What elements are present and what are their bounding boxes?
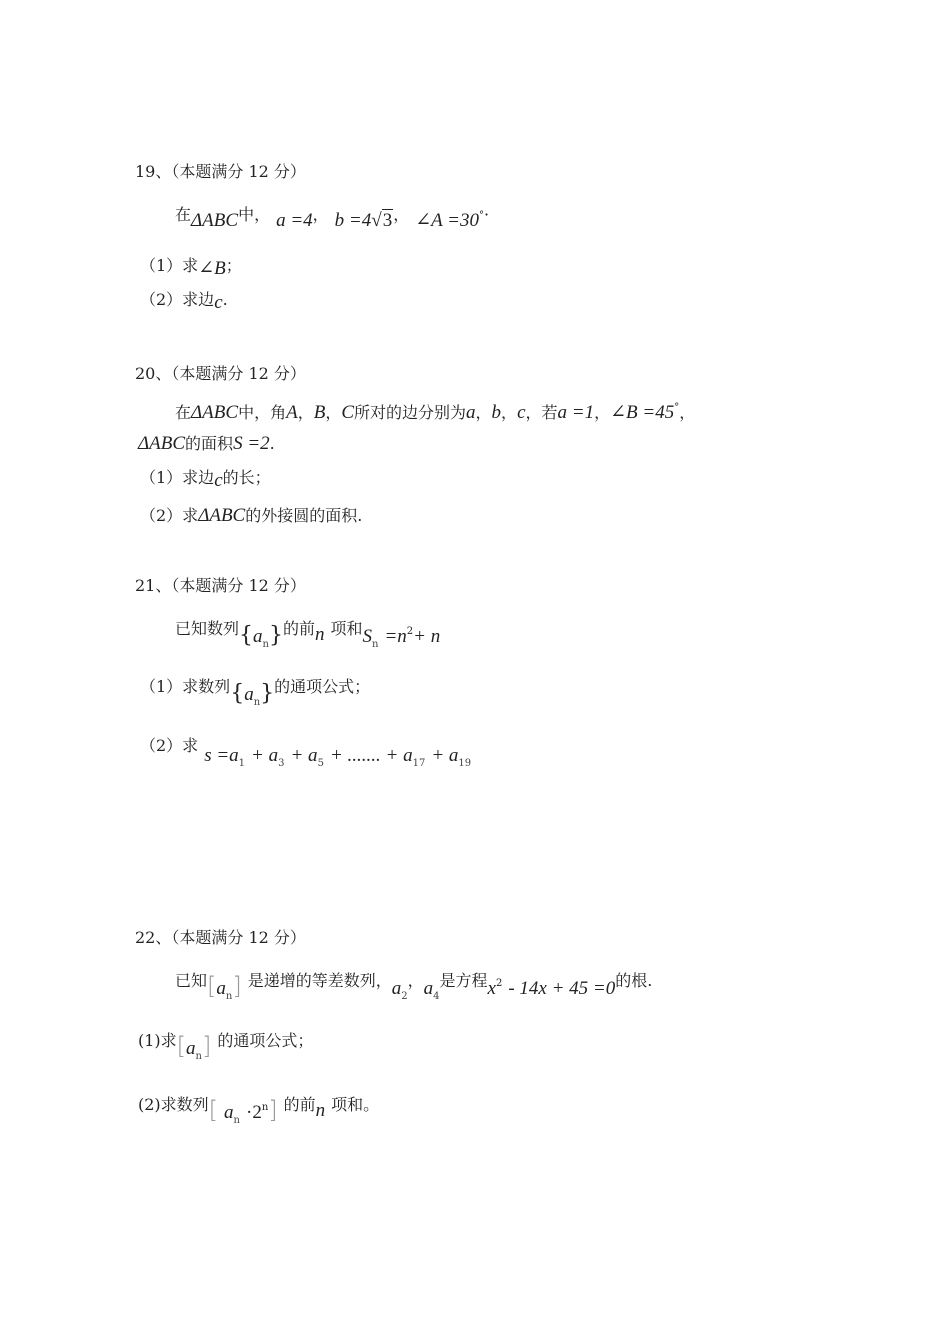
q21-statement: 已知数列$\{a_n\}$的前n 项和$S_n =n^2+ n$ [175, 619, 441, 650]
q22-part2: (2)求数列[ $a_n \cdot 2^n$] 的前n 项和。 [138, 1095, 380, 1126]
q19-part2: （2）求边c. [140, 290, 228, 313]
q20-part1: （1）求边c的长； [140, 468, 271, 491]
q20-statement-line1: 在ΔABC中，角A，B，C所对的边分别为a，b，c，若a =1，∠B =45°， [175, 402, 696, 423]
q19-header: 19、（本题满分 12 分） [135, 162, 306, 181]
q22-part1: (1)求$[a_n]$ 的通项公式； [138, 1031, 314, 1062]
q21-part2: （2）求 $s =a_1 + a_3 + a_5$ + ....... + $a_{17} + a_{19}$ [140, 736, 472, 769]
q21-part1: （1）求数列$\{a_n\}$的通项公式； [140, 677, 371, 708]
q19-part1: （1）求∠B； [140, 256, 242, 279]
q22-statement: 已知$[a_n]$ 是递增的等差数列，$a_2$，$a_4$是方程$x^2 - 14x + 45 =0$的根. [175, 971, 653, 1002]
q21-header: 21、（本题满分 12 分） [135, 576, 306, 595]
q20-statement-line2: ΔABC的面积S =2. [138, 433, 275, 454]
q20-part2: （2）求ΔABC的外接圆的面积. [140, 505, 363, 526]
q20-header: 20、（本题满分 12 分） [135, 364, 306, 383]
q19-statement: 在ΔABC中， a =4， b =4√3， ∠A =30°· [175, 205, 490, 231]
q22-header: 22、（本题满分 12 分） [135, 928, 306, 947]
